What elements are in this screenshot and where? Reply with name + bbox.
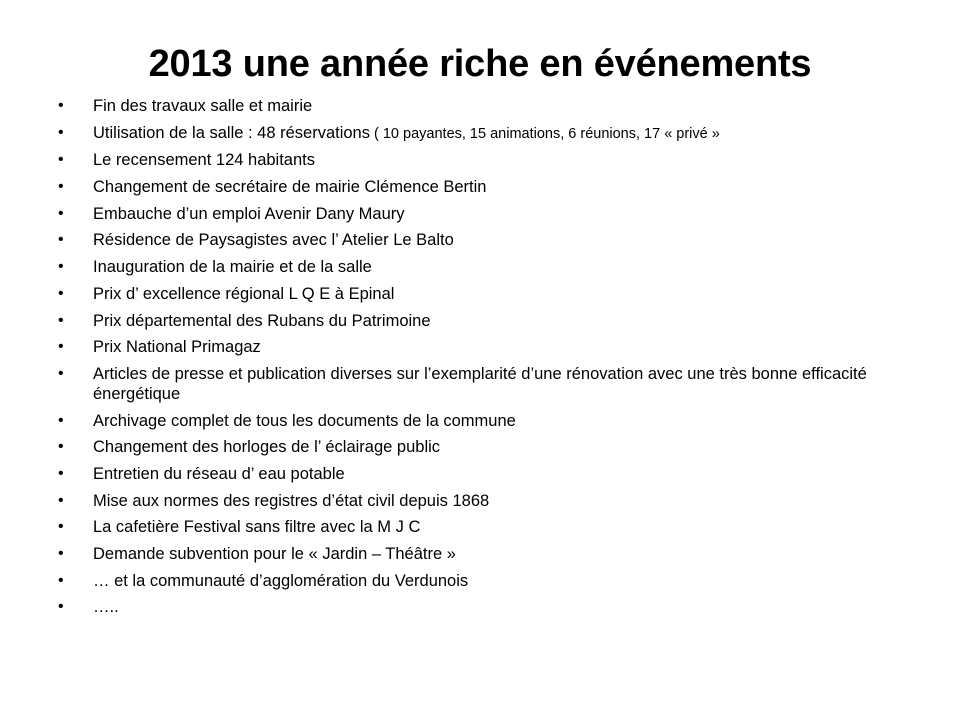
bullet-text: Archivage complet de tous les documents de la commune xyxy=(93,411,516,430)
bullet-text: Fin des travaux salle et mairie xyxy=(93,97,313,115)
bullet-item xyxy=(0,491,960,511)
bullet-item xyxy=(0,571,960,591)
bullet-text: Changement des horloges de l’ éclairage public xyxy=(93,438,441,457)
bullet-icon: • xyxy=(58,491,64,509)
bullet-text: Changement de secrétaire de mairie Clémence Bertin xyxy=(93,178,487,197)
bullet-icon: • xyxy=(58,598,64,616)
bullet-icon: • xyxy=(58,545,64,562)
bullet-icon: • xyxy=(58,151,64,169)
bullet-icon: • xyxy=(58,123,64,141)
bullet-text: Prix National Primagaz xyxy=(93,338,261,357)
bullet-icon: • xyxy=(58,204,64,222)
bullet-item xyxy=(0,284,960,304)
bullet-text: Prix d’ excellence régional L Q E à Epinal xyxy=(93,284,395,303)
bullet-item xyxy=(0,150,960,170)
bullet-text: ….. xyxy=(93,598,119,617)
bullet-item xyxy=(0,204,960,224)
bullet-item xyxy=(0,437,960,457)
bullet-icon: • xyxy=(58,438,64,456)
bullet-text: Le recensement 124 habitants xyxy=(93,151,315,170)
bullet-text: La cafetière Festival sans filtre avec la M J C xyxy=(93,518,421,537)
bullet-text: Entretien du réseau d’ eau potable xyxy=(93,464,345,483)
bullet-item xyxy=(0,311,960,331)
bullet-icon: • xyxy=(58,464,64,482)
bullet-item xyxy=(0,364,960,404)
bullet-icon: • xyxy=(58,231,64,249)
bullet-item xyxy=(0,517,960,537)
bullet-icon: • xyxy=(58,571,64,589)
bullet-list xyxy=(0,96,960,624)
bullet-icon: • xyxy=(58,411,64,429)
bullet-text: Mise aux normes des registres d’état civil depuis 1868 xyxy=(93,491,490,510)
bullet-item xyxy=(0,230,960,250)
bullet-item xyxy=(0,177,960,197)
bullet-icon: • xyxy=(58,178,64,196)
bullet-item xyxy=(0,257,960,277)
bullet-text: Articles de presse et publication diverses sur l’exemplarité d’une rénovation avec une très bonne efficacité énergétique xyxy=(93,364,867,403)
bullet-detail-text: ( 10 payantes, 15 animations, 6 réunions, 17 « privé » xyxy=(369,125,720,142)
bullet-item xyxy=(0,597,960,617)
bullet-text: Embauche d’un emploi Avenir Dany Maury xyxy=(93,204,405,223)
bullet-text: Demande subvention pour le « Jardin – Théâtre » xyxy=(93,545,456,563)
bullet-item xyxy=(0,464,960,484)
bullet-text xyxy=(93,123,900,144)
bullet-icon: • xyxy=(58,311,64,329)
bullet-item xyxy=(0,123,960,144)
bullet-text: Prix départemental des Rubans du Patrimoine xyxy=(93,311,431,330)
bullet-item xyxy=(0,337,960,357)
bullet-main-text: Utilisation de la salle : 48 réservations xyxy=(93,123,370,142)
bullet-icon: • xyxy=(58,258,64,276)
bullet-text: Résidence de Paysagistes avec l’ Atelier Le Balto xyxy=(93,231,454,250)
bullet-icon: • xyxy=(58,97,64,114)
bullet-item xyxy=(0,544,960,564)
bullet-text: Inauguration de la mairie et de la salle xyxy=(93,258,372,277)
bullet-item xyxy=(0,411,960,431)
bullet-text: … et la communauté d’agglomération du Verdunois xyxy=(93,571,469,590)
bullet-icon: • xyxy=(58,284,64,302)
bullet-icon: • xyxy=(58,364,64,382)
bullet-item xyxy=(0,96,960,116)
slide-title: 2013 une année riche en événements xyxy=(148,43,812,85)
bullet-icon: • xyxy=(58,338,64,356)
bullet-icon: • xyxy=(58,518,64,536)
